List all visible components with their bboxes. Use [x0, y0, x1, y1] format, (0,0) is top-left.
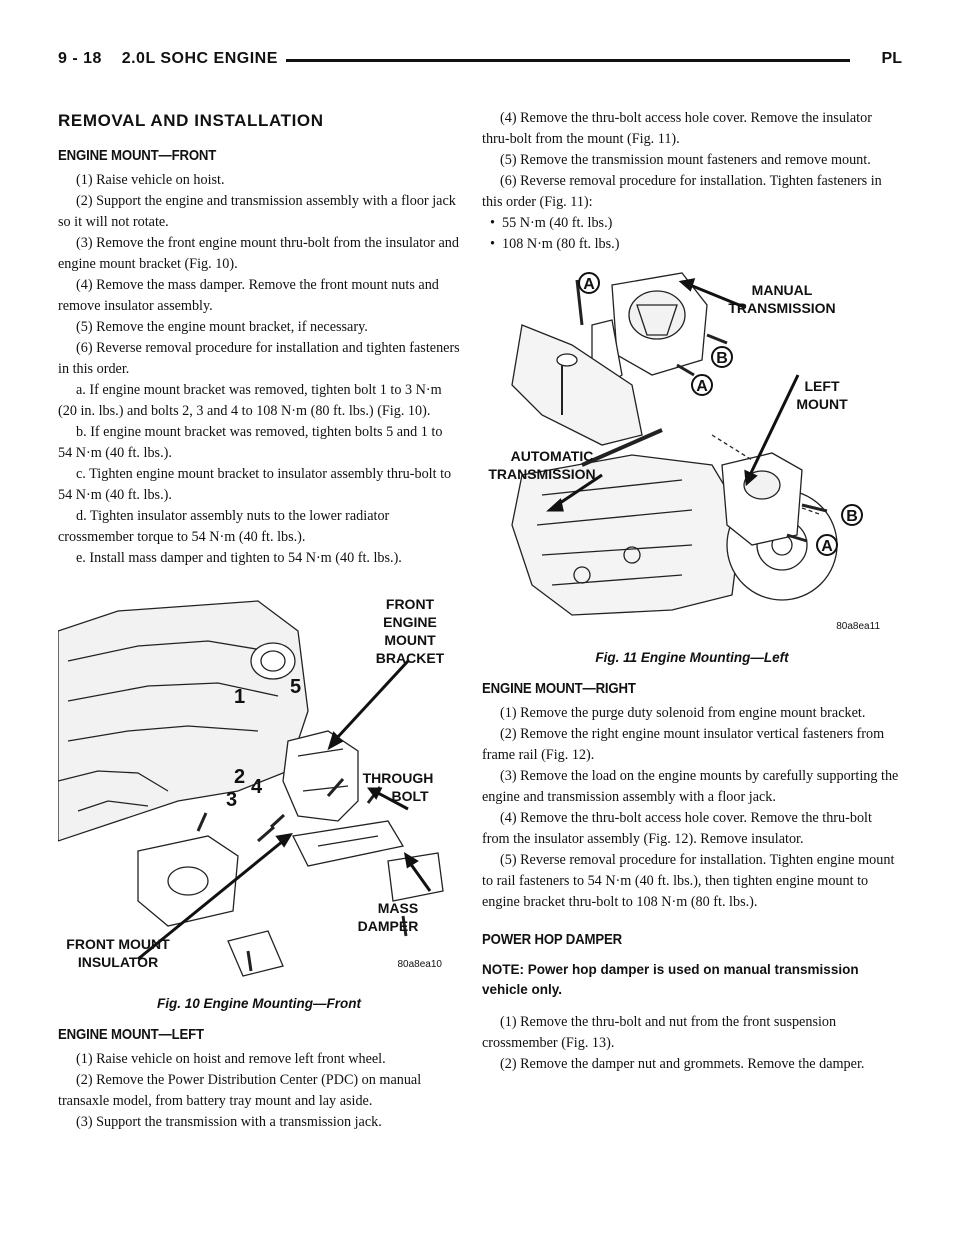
right-step: (5) Reverse removal procedure for installation. Tighten engine mount to rail fasteners to 54 N·m (40 ft. lbs.), then tighten engine mount to engine bracket thru-bolt to 108 N·m (80 ft. lbs.). [482, 852, 895, 910]
callout-3: 3 [226, 789, 238, 811]
label-mass: MASS [377, 900, 419, 916]
right-column [482, 108, 902, 1075]
callout-a: A [696, 378, 708, 395]
label-engine: ENGINE [383, 614, 437, 630]
front-step: a. If engine mount bracket was removed, tighten bolt 1 to 3 N·m (20 in. lbs.) and bolts 2, 3 and 4 to 108 N·m (80 ft. lbs.) (Fig. 10). [58, 382, 442, 419]
left-step: (1) Raise vehicle on hoist and remove left front wheel. [76, 1051, 386, 1067]
section-title: REMOVAL AND INSTALLATION [58, 111, 324, 130]
hop-step: (2) Remove the damper nut and grommets. Remove the damper. [500, 1056, 865, 1072]
callout-a: A [583, 276, 595, 293]
left-step-cont: (6) Reverse removal procedure for installation. Tighten fasteners in this order (Fig. 11): [482, 173, 882, 210]
label-insulator: INSULATOR [77, 954, 159, 970]
figure-11 [482, 265, 902, 668]
figure-code: 80a8ea11 [836, 621, 880, 632]
engine-mount-left-illustration [482, 265, 902, 645]
figure-10-caption: Fig. 10 Engine Mounting—Front [157, 996, 361, 1011]
label-front-mount: FRONT MOUNT [66, 936, 170, 952]
front-step: (2) Support the engine and transmission assembly with a floor jack so it will not rotate. [58, 193, 456, 230]
page-header [58, 48, 902, 76]
callout-2: 2 [234, 766, 246, 788]
left-step: (2) Remove the Power Distribution Center (PDC) on manual transaxle model, from battery tray mount and lay aside. [58, 1072, 422, 1109]
front-step: (6) Reverse removal procedure for installation and tighten fasteners in this order. [58, 340, 460, 377]
front-step: d. Tighten insulator assembly nuts to the lower radiator crossmember torque to 54 N·m (40 ft. lbs.). [58, 508, 390, 545]
callout-a: A [821, 538, 833, 555]
label-manual: MANUAL [751, 282, 813, 298]
right-step: (4) Remove the thru-bolt access hole cover. Remove the thru-bolt from the insulator assembly (Fig. 12). Remove insulator. [482, 810, 872, 847]
torque-bullet: • 108 N·m (80 ft. lbs.) [482, 234, 902, 255]
label-transmission: TRANSMISSION [728, 300, 836, 316]
right-step: (2) Remove the right engine mount insulator vertical fasteners from frame rail (Fig. 12). [482, 726, 885, 763]
callout-1: 1 [234, 686, 246, 708]
front-step: b. If engine mount bracket was removed, tighten bolts 5 and 1 to 54 N·m (40 ft. lbs.). [58, 424, 443, 461]
callout-4: 4 [251, 776, 263, 798]
label-auto-transmission: TRANSMISSION [488, 466, 596, 482]
front-step: e. Install mass damper and tighten to 54 N·m (40 ft. lbs.). [76, 550, 402, 566]
label-damper: DAMPER [357, 918, 419, 934]
label-mount: MOUNT [384, 632, 436, 648]
left-heading: ENGINE MOUNT—LEFT [58, 1026, 204, 1043]
front-heading: ENGINE MOUNT—FRONT [58, 147, 217, 164]
right-step: (3) Remove the load on the engine mounts by carefully supporting the engine and transmission assembly with a floor jack. [482, 768, 899, 805]
label-bolt: BOLT [391, 788, 429, 804]
label-bracket: BRACKET [375, 650, 445, 666]
left-step-cont: (5) Remove the transmission mount fasteners and remove mount. [500, 152, 871, 168]
callout-b: B [846, 508, 858, 525]
front-step: (4) Remove the mass damper. Remove the front mount nuts and remove insulator assembly. [58, 277, 439, 314]
header-rule [286, 59, 850, 62]
figure-11-caption: Fig. 11 Engine Mounting—Left [595, 650, 789, 665]
label-automatic: AUTOMATIC [510, 448, 594, 464]
label-mount: MOUNT [796, 396, 848, 412]
torque-bullet: • 55 N·m (40 ft. lbs.) [482, 213, 902, 234]
header-code: PL [881, 50, 902, 67]
left-step-cont: (4) Remove the thru-bolt access hole cover. Remove the insulator thru-bolt from the mount (Fig. 11). [482, 110, 872, 147]
engine-mount-front-illustration [58, 591, 460, 991]
hop-heading: POWER HOP DAMPER [482, 931, 622, 948]
figure-code: 80a8ea10 [397, 959, 442, 970]
right-heading: ENGINE MOUNT—RIGHT [482, 680, 636, 697]
front-step: c. Tighten engine mount bracket to insulator assembly thru-bolt to 54 N·m (40 ft. lbs.). [58, 466, 452, 503]
left-step: (3) Support the transmission with a transmission jack. [76, 1114, 382, 1130]
front-step: (1) Raise vehicle on hoist. [76, 172, 225, 188]
right-step: (1) Remove the purge duty solenoid from engine mount bracket. [500, 705, 866, 721]
front-step: (5) Remove the engine mount bracket, if necessary. [76, 319, 368, 335]
callout-5: 5 [290, 676, 302, 698]
hop-step: (1) Remove the thru-bolt and nut from the front suspension crossmember (Fig. 13). [482, 1014, 837, 1051]
label-front: FRONT [385, 596, 435, 612]
label-left: LEFT [804, 378, 840, 394]
callout-b: B [716, 350, 728, 367]
left-column [58, 110, 460, 1133]
front-step: (3) Remove the front engine mount thru-bolt from the insulator and engine mount bracket (Fig. 10). [58, 235, 459, 272]
header-page-ref: 9 - 18 2.0L SOHC ENGINE [58, 50, 278, 67]
figure-10 [58, 591, 460, 1014]
hop-note: NOTE: Power hop damper is used on manual transmission vehicle only. [482, 962, 859, 997]
label-through: THROUGH [362, 770, 434, 786]
